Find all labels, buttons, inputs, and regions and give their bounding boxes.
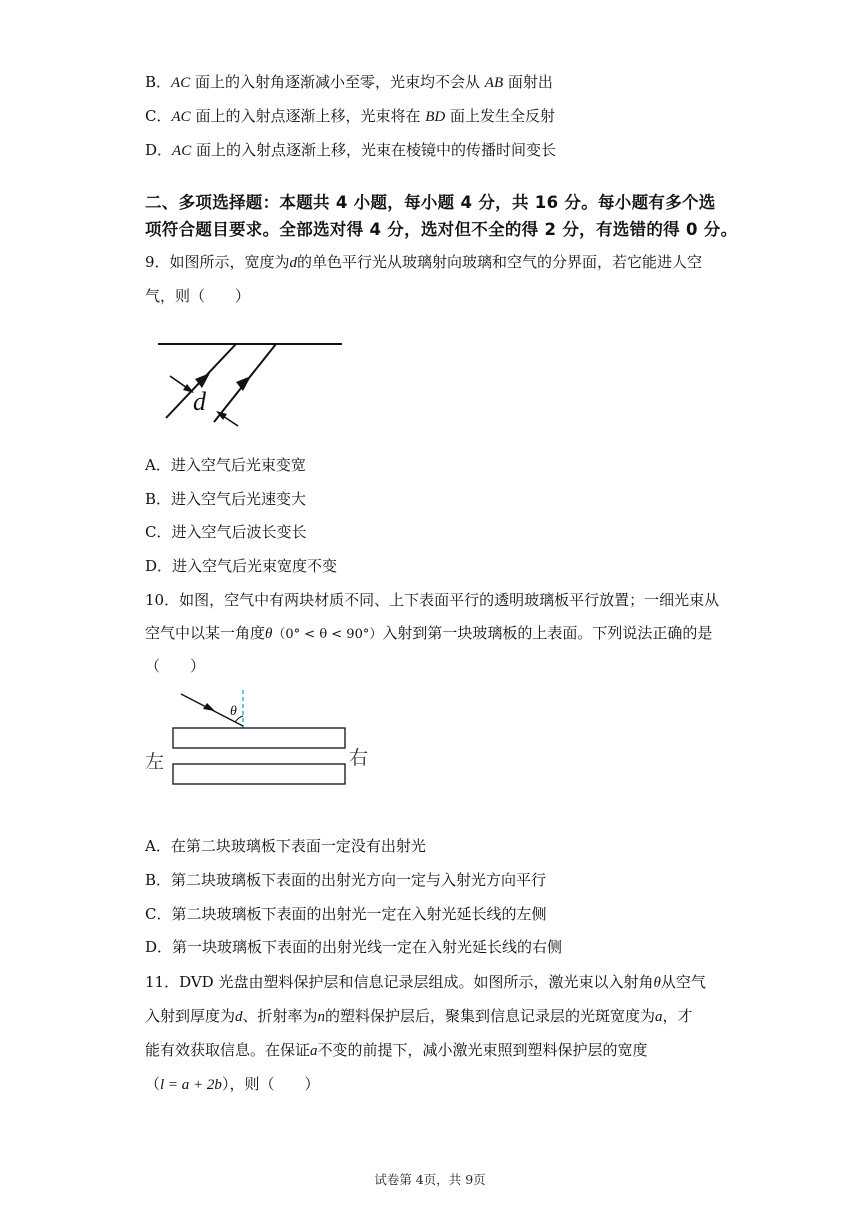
text: 从空气: [660, 973, 706, 991]
var-ab: AB: [484, 75, 504, 91]
q8-option-c: [145, 106, 555, 127]
var-theta: θ: [653, 975, 661, 991]
figure-label-d: d: [193, 387, 206, 416]
q9-stem-line1: [145, 252, 702, 273]
text: 的塑料保护层后，聚集到信息记录层的光斑宽度为: [325, 1007, 656, 1025]
text: 、折射率为: [242, 1007, 318, 1025]
option-label: B．: [145, 73, 172, 91]
q10-stem-line1: 10．如图，空气中有两块材质不同、上下表面平行的透明玻璃板平行放置；一细光束从: [145, 591, 720, 609]
option-text: 面上的入射角逐渐减小至零，光束均不会从: [194, 73, 480, 91]
var-a: a: [655, 1009, 663, 1025]
q9-option-d: D．进入空气后光束宽度不变: [145, 557, 338, 575]
ray-arrow-icon: [203, 703, 215, 711]
q9-option-c: C．进入空气后波长变长: [145, 523, 307, 541]
text: ），则（ ）: [221, 1075, 320, 1093]
text: （: [145, 1075, 161, 1093]
option-label: C．: [145, 107, 172, 125]
text: 入射到第一块玻璃板的上表面。下列说法正确的是: [382, 624, 713, 642]
var-bd: BD: [425, 109, 446, 125]
q11-stem-line3: [145, 1040, 648, 1061]
var-d: d: [235, 1009, 243, 1025]
ray-arrow-icon: [236, 376, 251, 391]
text: 入射到厚度为: [145, 1007, 236, 1025]
q10-option-d: D．第一块玻璃板下表面的出射光线一定在入射光延长线的右侧: [145, 938, 563, 956]
q10-stem-line3: （ ）: [145, 657, 206, 675]
var-d: d: [289, 255, 298, 271]
text: 9．如图所示，宽度为: [145, 253, 290, 271]
q9-stem-line2: 气，则（ ）: [145, 287, 251, 305]
var-n: n: [317, 1009, 326, 1025]
text: 的单色平行光从玻璃射向玻璃和空气的分界面，若它能进人空: [297, 253, 703, 271]
q11-stem-line2: [145, 1006, 693, 1027]
option-text: 面上发生全反射: [450, 107, 556, 125]
section-heading-line1: 二、多项选择题：本题共 4 小题，每小题 4 分，共 16 分。每小题有多个选: [145, 193, 716, 212]
q11-stem-line1: [145, 972, 706, 993]
q9-option-b: B．进入空气后光速变大: [145, 490, 307, 508]
q10-option-b: B．第二块玻璃板下表面的出射光方向一定与入射光方向平行: [145, 871, 547, 889]
left-label: 左: [145, 751, 165, 773]
text: 不变的前提下，减小激光束照到塑料保护层的宽度: [317, 1041, 648, 1059]
option-label: D．: [145, 141, 173, 159]
q9-option-a: A．进入空气后光束变宽: [145, 456, 306, 474]
right-label: 右: [349, 747, 369, 769]
var-ac: AC: [171, 109, 191, 125]
q10-option-a: A．在第二块玻璃板下表面一定没有出射光: [145, 837, 426, 855]
formula: l = a + 2b: [160, 1077, 222, 1093]
glass-plate-1: [173, 728, 345, 748]
page-footer: 试卷第 4页，共 9页: [374, 1172, 486, 1187]
q10-stem-line2: [145, 623, 712, 645]
q11-stem-line4: [145, 1074, 319, 1095]
section-heading-line2: 项符合题目要求。全部选对得 4 分，选对但不全的得 2 分，有选错的得 0 分。: [145, 220, 738, 239]
q10-option-c: C．第二块玻璃板下表面的出射光一定在入射光延长线的左侧: [145, 905, 547, 923]
text: 空气中以某一角度: [145, 624, 266, 642]
text: 11．DVD 光盘由塑料保护层和信息记录层组成。如图所示，激光束以入射角: [145, 973, 654, 991]
option-text: 面上的入射点逐渐上移，光束在棱镜中的传播时间变长: [195, 141, 556, 159]
option-text: 面射出: [507, 73, 553, 91]
var-a: a: [310, 1043, 318, 1059]
q9-figure: [150, 330, 350, 430]
q8-option-d: [145, 140, 556, 161]
theta-label: θ: [230, 704, 237, 719]
glass-plate-2: [173, 764, 345, 784]
q8-option-b: [145, 72, 553, 93]
angle-range: （0° < θ < 90°）: [272, 627, 383, 642]
text: ，才: [662, 1007, 693, 1025]
var-ac: AC: [172, 143, 192, 159]
option-text: 面上的入射点逐渐上移，光束将在: [195, 107, 421, 125]
var-ac: AC: [171, 75, 191, 91]
var-theta: θ: [265, 626, 273, 642]
text: 能有效获取信息。在保证: [145, 1041, 311, 1059]
q10-figure: [145, 688, 375, 798]
